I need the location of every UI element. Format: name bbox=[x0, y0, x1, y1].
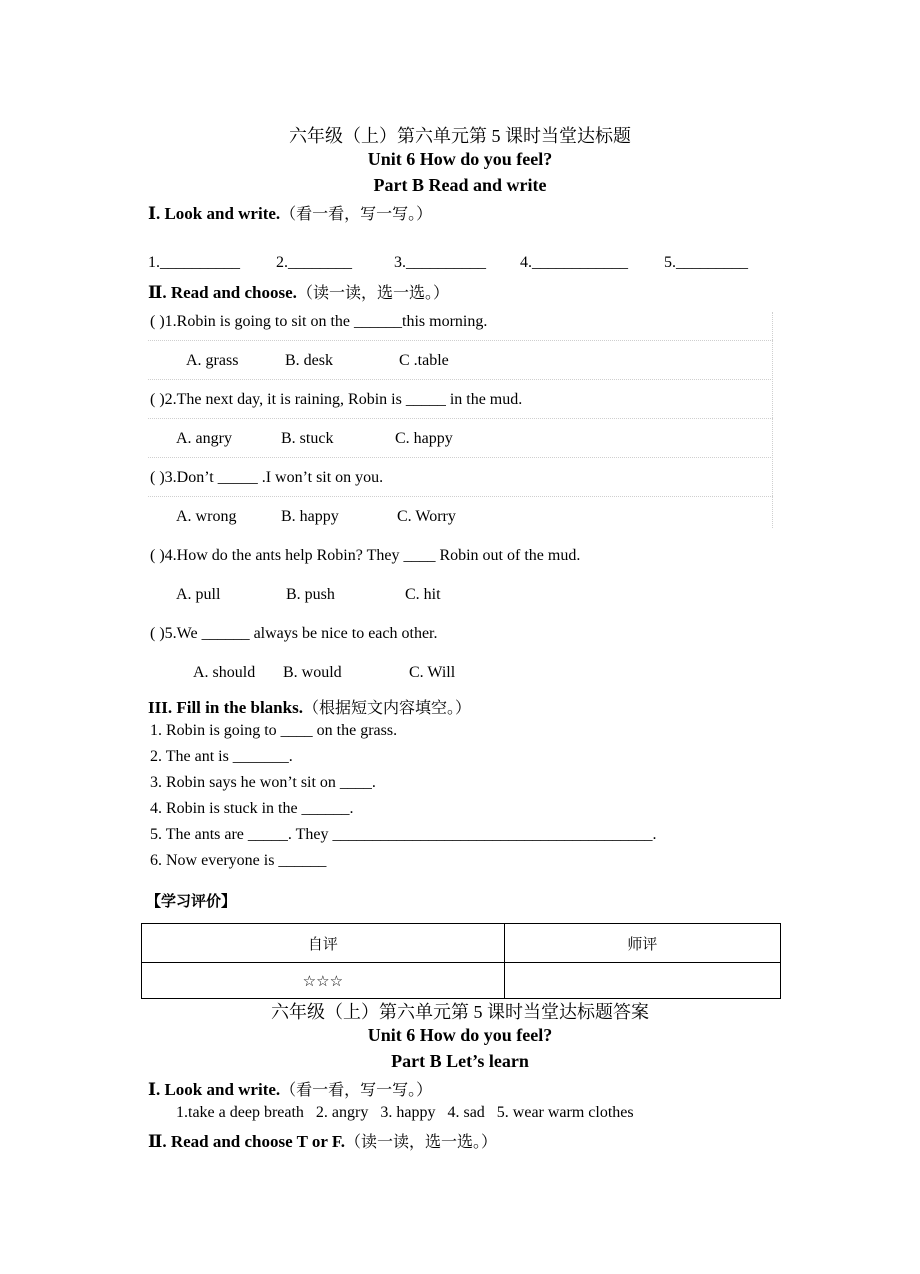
unit-title: Unit 6 How do you feel? bbox=[367, 149, 553, 169]
option-c: C. happy bbox=[395, 430, 453, 447]
section1-blank-2: 2.________ bbox=[276, 254, 352, 271]
option-a: A. wrong bbox=[176, 508, 237, 525]
section3-heading bbox=[148, 695, 471, 718]
fill-line-2: 2. The ant is _______. bbox=[150, 748, 293, 765]
star-rating: ☆☆☆ bbox=[142, 963, 505, 999]
option-b: B. would bbox=[283, 664, 342, 681]
question-4: ( )4.How do the ants help Robin? They ____ Robin out of the mud. bbox=[150, 547, 581, 564]
option-c: C. hit bbox=[405, 586, 441, 603]
answers-part-title: Part B Let’s learn bbox=[391, 1051, 529, 1071]
section1-blank-4: 4.____________ bbox=[520, 254, 628, 271]
part-title: Part B Read and write bbox=[373, 175, 547, 195]
page-title: 六年级（上）第六单元第 5 课时当堂达标题 bbox=[289, 126, 631, 146]
question-2: ( )2.The next day, it is raining, Robin is _____ in the mud. bbox=[150, 391, 523, 408]
option-b: B. desk bbox=[285, 352, 333, 369]
option-b: B. stuck bbox=[281, 430, 334, 447]
teacher-eval-cell bbox=[504, 963, 780, 999]
option-c: C .table bbox=[399, 352, 449, 369]
answers-section1-heading-en: Ⅰ. Look and write. bbox=[148, 1080, 281, 1099]
section2-heading-cn: （读一读，选一选。） bbox=[296, 285, 449, 302]
answers-section1-list: 1.take a deep breath 2. angry 3. happy 4. sad 5. wear warm clothes bbox=[176, 1104, 634, 1121]
question-3: ( )3.Don’t _____ .I won’t sit on you. bbox=[150, 469, 384, 486]
option-c: C. Worry bbox=[397, 508, 456, 525]
option-a: A. pull bbox=[176, 586, 221, 603]
option-b: B. push bbox=[286, 586, 335, 603]
section2-heading bbox=[148, 280, 449, 303]
option-b: B. happy bbox=[281, 508, 339, 525]
section1-blank-5: 5._________ bbox=[664, 254, 748, 271]
dotted-divider bbox=[148, 418, 773, 419]
answers-section2-heading-cn: （读一读，选一选。） bbox=[344, 1134, 497, 1151]
dotted-divider bbox=[148, 340, 773, 341]
fill-line-1: 1. Robin is going to ____ on the grass. bbox=[150, 722, 398, 739]
answers-section1-heading-cn: （看一看，写一写。） bbox=[280, 1082, 433, 1099]
teacher-eval-header: 师评 bbox=[504, 924, 780, 963]
section1-heading bbox=[148, 201, 432, 224]
section1-blank-3: 3.__________ bbox=[394, 254, 486, 271]
dotted-divider bbox=[148, 496, 773, 497]
section2-heading-en: Ⅱ. Read and choose. bbox=[148, 283, 297, 302]
question-5: ( )5.We ______ always be nice to each other. bbox=[150, 625, 438, 642]
section1-heading-cn: （看一看，写一写。） bbox=[280, 206, 433, 223]
section3-heading-en: III. Fill in the blanks. bbox=[148, 698, 303, 717]
fill-line-3: 3. Robin says he won’t sit on ____. bbox=[150, 774, 376, 791]
fill-line-5: 5. The ants are _____. They ________________________________________. bbox=[150, 826, 657, 843]
dotted-divider bbox=[772, 312, 773, 528]
option-a: A. grass bbox=[186, 352, 239, 369]
section1-blank-1: 1.__________ bbox=[148, 254, 240, 271]
option-a: A. should bbox=[193, 664, 256, 681]
evaluation-heading: 【学习评价】 bbox=[146, 892, 237, 910]
evaluation-table bbox=[141, 923, 781, 999]
dotted-divider bbox=[148, 457, 773, 458]
answers-section1-heading bbox=[148, 1077, 432, 1100]
question-1: ( )1.Robin is going to sit on the ______this morning. bbox=[150, 313, 488, 330]
dotted-divider bbox=[148, 379, 773, 380]
option-c: C. Will bbox=[409, 664, 456, 681]
self-eval-header: 自评 bbox=[142, 924, 505, 963]
answers-section2-heading-en: Ⅱ. Read and choose T or F. bbox=[148, 1132, 345, 1151]
fill-line-6: 6. Now everyone is ______ bbox=[150, 852, 327, 869]
fill-line-4: 4. Robin is stuck in the ______. bbox=[150, 800, 354, 817]
answers-unit-title: Unit 6 How do you feel? bbox=[367, 1025, 553, 1045]
answers-section2-heading bbox=[148, 1129, 497, 1152]
section1-heading-en: Ⅰ. Look and write. bbox=[148, 204, 281, 223]
section3-heading-cn: （根据短文内容填空。） bbox=[302, 700, 471, 717]
option-a: A. angry bbox=[176, 430, 232, 447]
answers-title: 六年级（上）第六单元第 5 课时当堂达标题答案 bbox=[271, 1002, 649, 1022]
